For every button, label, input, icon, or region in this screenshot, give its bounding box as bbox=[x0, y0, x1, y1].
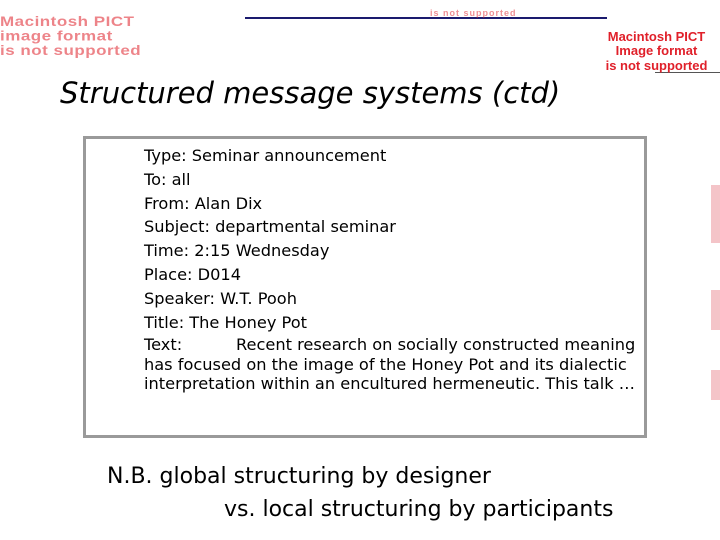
top-rule bbox=[245, 17, 607, 19]
field-from: From: Alan Dix bbox=[144, 193, 263, 213]
note-line-2: vs. local structuring by participants bbox=[224, 497, 614, 522]
edge-artifact bbox=[711, 370, 720, 400]
pict-placeholder-right bbox=[593, 30, 720, 73]
pict-placeholder-left bbox=[0, 15, 141, 58]
edge-artifact bbox=[711, 290, 720, 330]
field-text bbox=[144, 335, 639, 394]
message-fields bbox=[144, 144, 634, 334]
field-title: Title: The Honey Pot bbox=[144, 312, 307, 332]
placeholder-line: Macintosh PICT bbox=[607, 29, 706, 44]
placeholder-line: is not supported bbox=[0, 42, 142, 58]
field-subject: Subject: departmental seminar bbox=[144, 217, 396, 237]
note-line-1: N.B. global structuring by designer bbox=[107, 464, 491, 489]
slide-title: Structured message systems (ctd) bbox=[60, 76, 561, 110]
field-type: Type: Seminar announcement bbox=[144, 146, 387, 165]
placeholder-line: image format bbox=[0, 28, 113, 44]
placeholder-line: Macintosh PICT bbox=[0, 14, 135, 30]
field-place: Place: D014 bbox=[144, 264, 241, 284]
placeholder-line: Image format bbox=[615, 43, 698, 59]
field-speaker: Speaker: W.T. Pooh bbox=[144, 288, 297, 308]
pict-placeholder-top: is not supported bbox=[430, 8, 517, 18]
field-to: To: all bbox=[144, 169, 191, 189]
field-text-label: Text: bbox=[144, 335, 183, 354]
field-text-body: Recent research on socially constructed meaning has focused on the image of the Honey Pot and its dialectic interpretation within an encultured hermeneutic. This talk … bbox=[144, 335, 636, 393]
message-box bbox=[83, 136, 647, 438]
edge-artifact bbox=[711, 185, 720, 243]
placeholder-line: is not supported bbox=[605, 57, 708, 73]
field-time: Time: 2:15 Wednesday bbox=[144, 241, 330, 261]
